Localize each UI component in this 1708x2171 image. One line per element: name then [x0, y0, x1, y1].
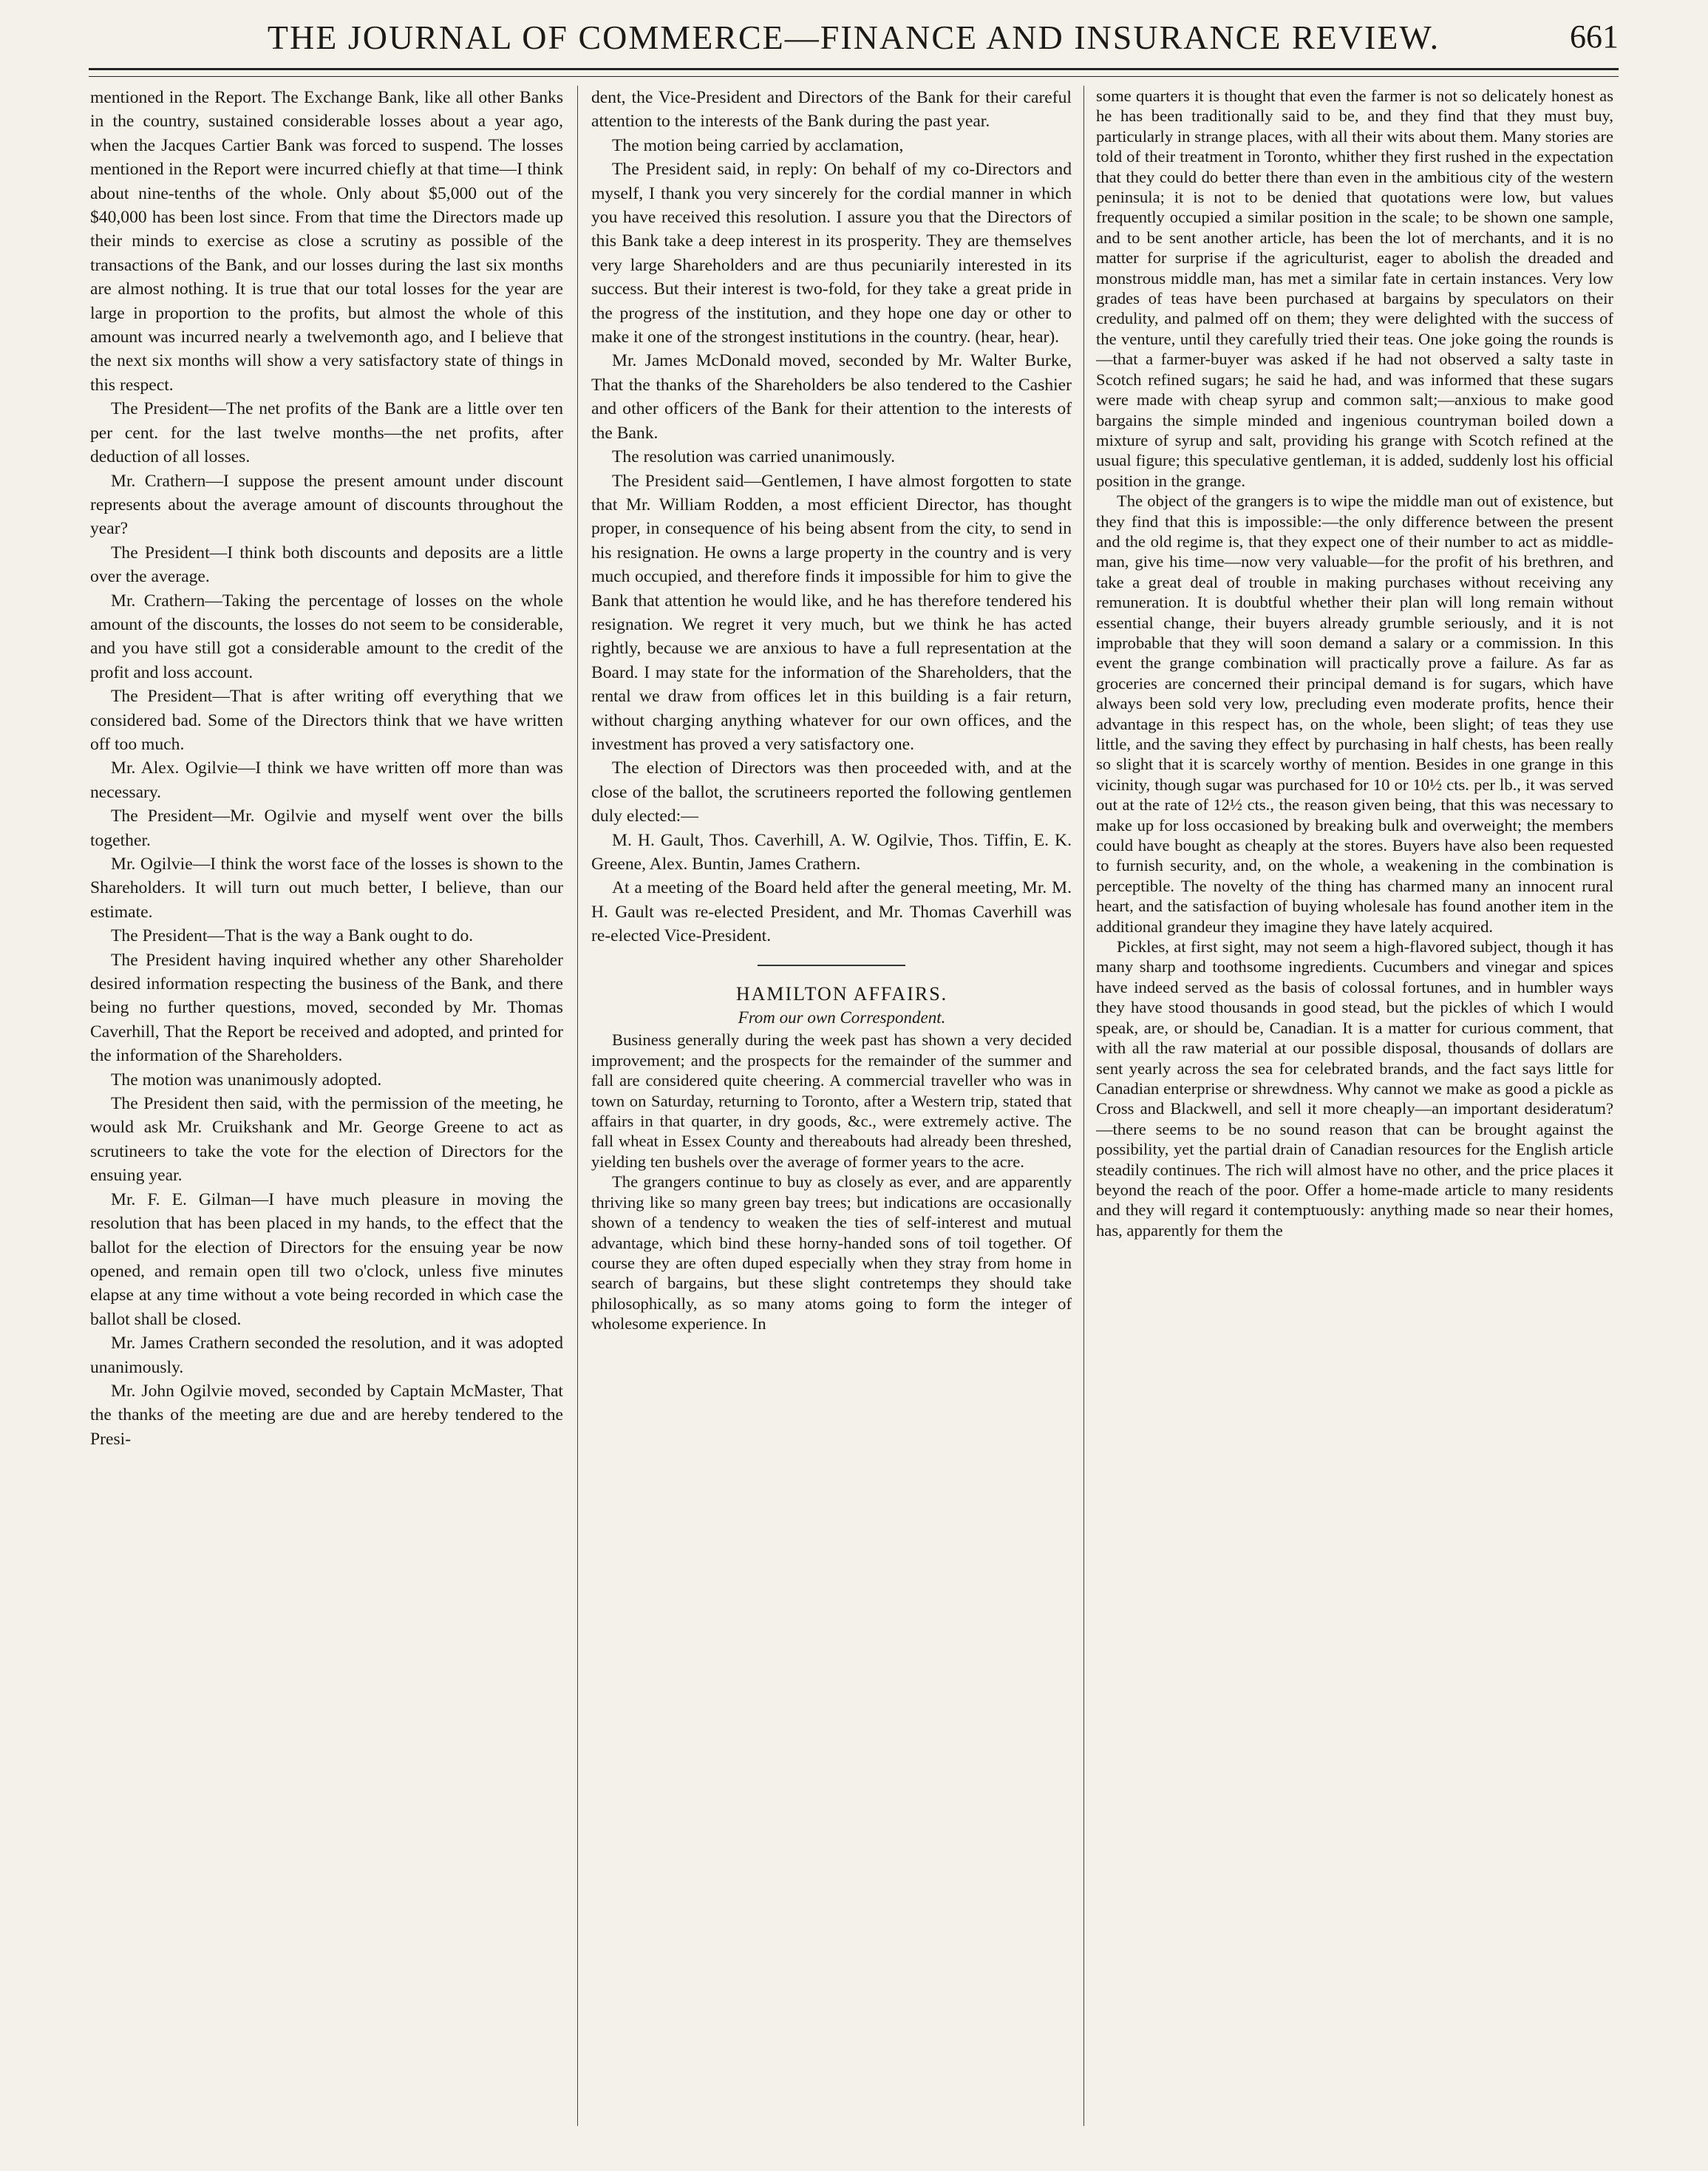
paragraph: Mr. Crathern—Taking the percentage of losses on the whole amount of the discounts, the losses do not seem to be considerable, and you have still got a considerable amount to the credit of the profit and loss account. [90, 591, 563, 682]
page-header [89, 18, 1619, 69]
column-2 [591, 86, 1072, 2126]
paragraph: The grangers continue to buy as closely as ever, and are apparently thriving like so many green bay trees; but indications are occasionally shown of a tendency to weaken the ties of self-interest and mutual advantage, which bind these horny-handed sons of toil together. Of course they are often duped especially when they stray from home in search of bargains, but these slight contretemps they should take philosophically, as so many atoms going to form the integer of wholesome experience. In [591, 1172, 1072, 1333]
paragraph: The resolution was carried unanimously. [612, 447, 896, 467]
paragraph: The President—That is after writing off everything that we considered bad. Some of the Directors think that we have written off too much. [90, 687, 563, 754]
paragraph: Mr. Ogilvie—I think the worst face of the losses is shown to the Shareholders. It will turn out much better, I believe, than our estimate. [90, 855, 563, 922]
column-3 [1096, 86, 1613, 2126]
section-subtitle: From our own Correspondent. [738, 1008, 946, 1027]
paragraph: Mr. Alex. Ogilvie—I think we have written off more than was necessary. [90, 758, 563, 802]
column-rule [1083, 86, 1084, 2126]
paragraph: The President then said, with the permission of the meeting, he would ask Mr. Cruikshank and Mr. George Greene to act as scrutineers to take the vote for the election of Directors for the ensuing year. [90, 1094, 563, 1186]
header-double-rule [89, 68, 1619, 77]
paragraph: Pickles, at first sight, may not seem a high-flavored subject, though it has many sharp and toothsome ingredients. Cucumbers and vinegar and spices have indeed served as the basis of colossal fortunes, and in humbler ways they have stood thousands in good stead, but the pickles of which I would speak, are, or should be, Canadian. It is a matter for curious comment, that with all the raw material at our possible disposal, thousands of dollars are sent yearly across the sea for celebrated brands, and the fact says little for Canadian enterprise or shrewdness. Why cannot we make as good a pickle as Cross and Blackwell, and sell it more cheaply—an important desideratum?—there seems to be no sound reason that can be brought against the possibility, yet the partial drain of Canadian resources for the English article steadily continues. The rich will almost have no other, and the price places it beyond the reach of the poor. Offer a home-made article to many residents and they will regard it contemptuously: anything made so near their homes, has, apparently for them the [1096, 937, 1613, 1240]
hamilton-article [591, 1030, 1072, 1333]
paragraph: dent, the Vice-President and Directors of the Bank for their careful attention to the interests of the Bank during the past year. [591, 88, 1072, 132]
section-separator [758, 965, 905, 966]
paragraph: The motion was unanimously adopted. [111, 1070, 382, 1090]
paragraph: mentioned in the Report. The Exchange Bank, like all other Banks in the country, sustained considerable losses about a year ago, when the Jacques Cartier Bank was forced to suspend. The losses mentioned in the Report were incurred chiefly at that time—I think about nine-tenths of the whole. Only about $5,000 out of the $40,000 has been lost since. From that time the Directors made up their minds to exercise as close a scrutiny as possible of the transactions of the Bank, and our losses during the last six months are almost nothing. It is true that our total losses for the year are large in proportion to the profits, but almost the whole of this amount was incurred nearly a twelvemonth ago, and I believe that the next six months will show a very satisfactory state of things in this respect. [90, 88, 563, 395]
paragraph: The election of Directors was then proceeded with, and at the close of the ballot, the scrutineers reported the following gentlemen duly elected:— [591, 758, 1072, 826]
paragraph: The President—That is the way a Bank ought to do. [111, 926, 474, 946]
paragraph: The President said, in reply: On behalf of my co-Directors and myself, I thank you very sincerely for the cordial manner in which you have received this resolution. I assure you that the Directors of this Bank take a deep interest in its prosperity. They are themselves very large Shareholders and are thus pecuniarily interested in its success. But their interest is two-fold, for they take a great pride in the progress of the institution, and they hope one day or other to make it one of the strongest institutions in the country. (hear, hear). [591, 160, 1072, 347]
column-1 [90, 86, 563, 2126]
paragraph: Mr. James McDonald moved, seconded by Mr. Walter Burke, That the thanks of the Shareholders be also tendered to the Cashier and other officers of the Bank for their attention to the interests of the Bank. [591, 351, 1072, 443]
paragraph: The President—I think both discounts and deposits are a little over the average. [90, 543, 563, 587]
paragraph: some quarters it is thought that even the farmer is not so delicately honest as he has been traditionally said to be, and they find that they must buy, particularly in strange places, with all their wits about them. Many stories are told of their treatment in Toronto, whither they first rushed in the expectation that they could do better there than even in the ambitious city of the western peninsula; it is not to be denied that quotations were low, but values frequently occupied a similar position in the scale; to be shown one sample, and to be sent another article, has been the lot of merchants, and it is no matter for surprise if the agriculturist, eager to abolish the dreaded and monstrous middle man, has met a similar fate in certain instances. Very low grades of teas have been purchased at bargains by speculators on their credulity, and palmed off on them; they were delighted with the success of the venture, until they carefully tried their teas. One joke going the rounds is—that a farmer-buyer was asked if he had not observed a salty taste in Scotch refined sugars; he said he had, and was informed that these sugars were made with cheap syrup and common salt;—anxious to make good bargains the simple minded and ingenious countryman boiled down a mixture of syrup and salt, providing his grange with Scotch refined at the usual figure; this speculative gentleman, it is added, suddenly lost his official position in the grange. [1096, 86, 1613, 490]
column-rule [577, 86, 578, 2126]
paragraph: The object of the grangers is to wipe the middle man out of existence, but they find that this is impossible:—the only difference between the present and the old regime is, that they expect one of their number to act as middle-man, give his time—now very valuable—for the profit of his brethren, and take a great deal of trouble in making purchases without receiving any remuneration. It is doubtful whether their plan will long remain without essential change, their buyers already grumble seriously, and it is not improbable that they will soon demand a salary or a commission. In this event the grange combination will practically prove a failure. As far as groceries are concerned their principal demand is for sugars, which have always been sold very low, precluding even moderate profits, hence their advantage in this respect has, on the whole, been slight; of teas they use little, and the saving they effect by purchasing in half chests, has been really so slight that it is scarcely worthy of mention. Besides in one grange in this vicinity, though sugar was purchased for 10 or 10½ cts. per lb., it was served out at the rate of 12½ cts., the reason given being, that this was necessary to make up for loss occasioned by breaking bulk and overweight; the members could have bought as cheaply at the stores. Buyers have also been requested to furnish security, and, on the whole, a weakening in the combination is perceptible. The novelty of the thing has charmed many an innocent rural heart, and the satisfaction of buying wholesale has found another item in the additional grandeur they imagine they have lately acquired. [1096, 492, 1613, 936]
paragraph: At a meeting of the Board held after the general meeting, Mr. M. H. Gault was re-elected President, and Mr. Thomas Caverhill was re-elected Vice-President. [591, 878, 1072, 946]
paragraph: Mr. John Ogilvie moved, seconded by Captain McMaster, That the thanks of the meeting are due and are hereby tendered to the Presi- [90, 1381, 563, 1449]
journal-title: THE JOURNAL OF COMMERCE—FINANCE AND INSURANCE REVIEW. [267, 18, 1440, 56]
page-number: 661 [1570, 18, 1619, 55]
paragraph: Business generally during the week past has shown a very decided improvement; and the prospects for the remainder of the summer and fall are considered quite cheering. A commercial traveller who was in town on Saturday, returning to Toronto, after a Western trip, stated that affairs in that quarter, in dry goods, &c., were extremely active. The fall wheat in Essex County and thereabouts had already been threshed, yielding ten bushels over the average of former years to the acre. [591, 1030, 1072, 1171]
paragraph: Mr. Crathern—I suppose the present amount under discount represents about the average amount of discounts throughout the year? [90, 471, 563, 539]
paragraph: The President—Mr. Ogilvie and myself went over the bills together. [90, 806, 563, 850]
paragraph: Mr. James Crathern seconded the resolution, and it was adopted unanimously. [90, 1333, 563, 1377]
paragraph: The President—The net profits of the Bank are a little over ten per cent. for the last twelve months—the net profits, after deduction of all losses. [90, 399, 563, 467]
paragraph: M. H. Gault, Thos. Caverhill, A. W. Ogilvie, Thos. Tiffin, E. K. Greene, Alex. Buntin, James Crathern. [591, 830, 1072, 874]
paragraph: Mr. F. E. Gilman—I have much pleasure in moving the resolution that has been placed in my hands, to the effect that the ballot for the election of Directors for the ensuing year be now opened, and remain open till two o'clock, unless five minutes elapse at any time without a vote being recorded in which case the ballot shall be closed. [90, 1189, 563, 1329]
section-title: HAMILTON AFFAIRS. [735, 982, 948, 1005]
paragraph: The President said—Gentlemen, I have almost forgotten to state that Mr. William Rodden, a most efficient Director, has thought proper, in consequence of his being absent from the city, to send in his resignation. He owns a large property in the country and is very much occupied, and therefore finds it impossible for him to give the Bank that attention he would like, and he has therefore tendered his resignation. We regret it very much, but we think he has acted rightly, because we are anxious to have a full representation at the Board. I may state for the information of the Shareholders, that the rental we draw from offices let in this building is a fair return, without charging anything whatever for our own offices, and the investment has proved a very satisfactory one. [591, 471, 1072, 754]
paragraph: The motion being carried by acclamation, [612, 135, 904, 155]
paragraph: The President having inquired whether any other Shareholder desired information respecting the business of the Bank, and there being no further questions, moved, seconded by Mr. Thomas Caverhill, That the Report be received and adopted, and printed for the information of the Shareholders. [90, 950, 563, 1066]
